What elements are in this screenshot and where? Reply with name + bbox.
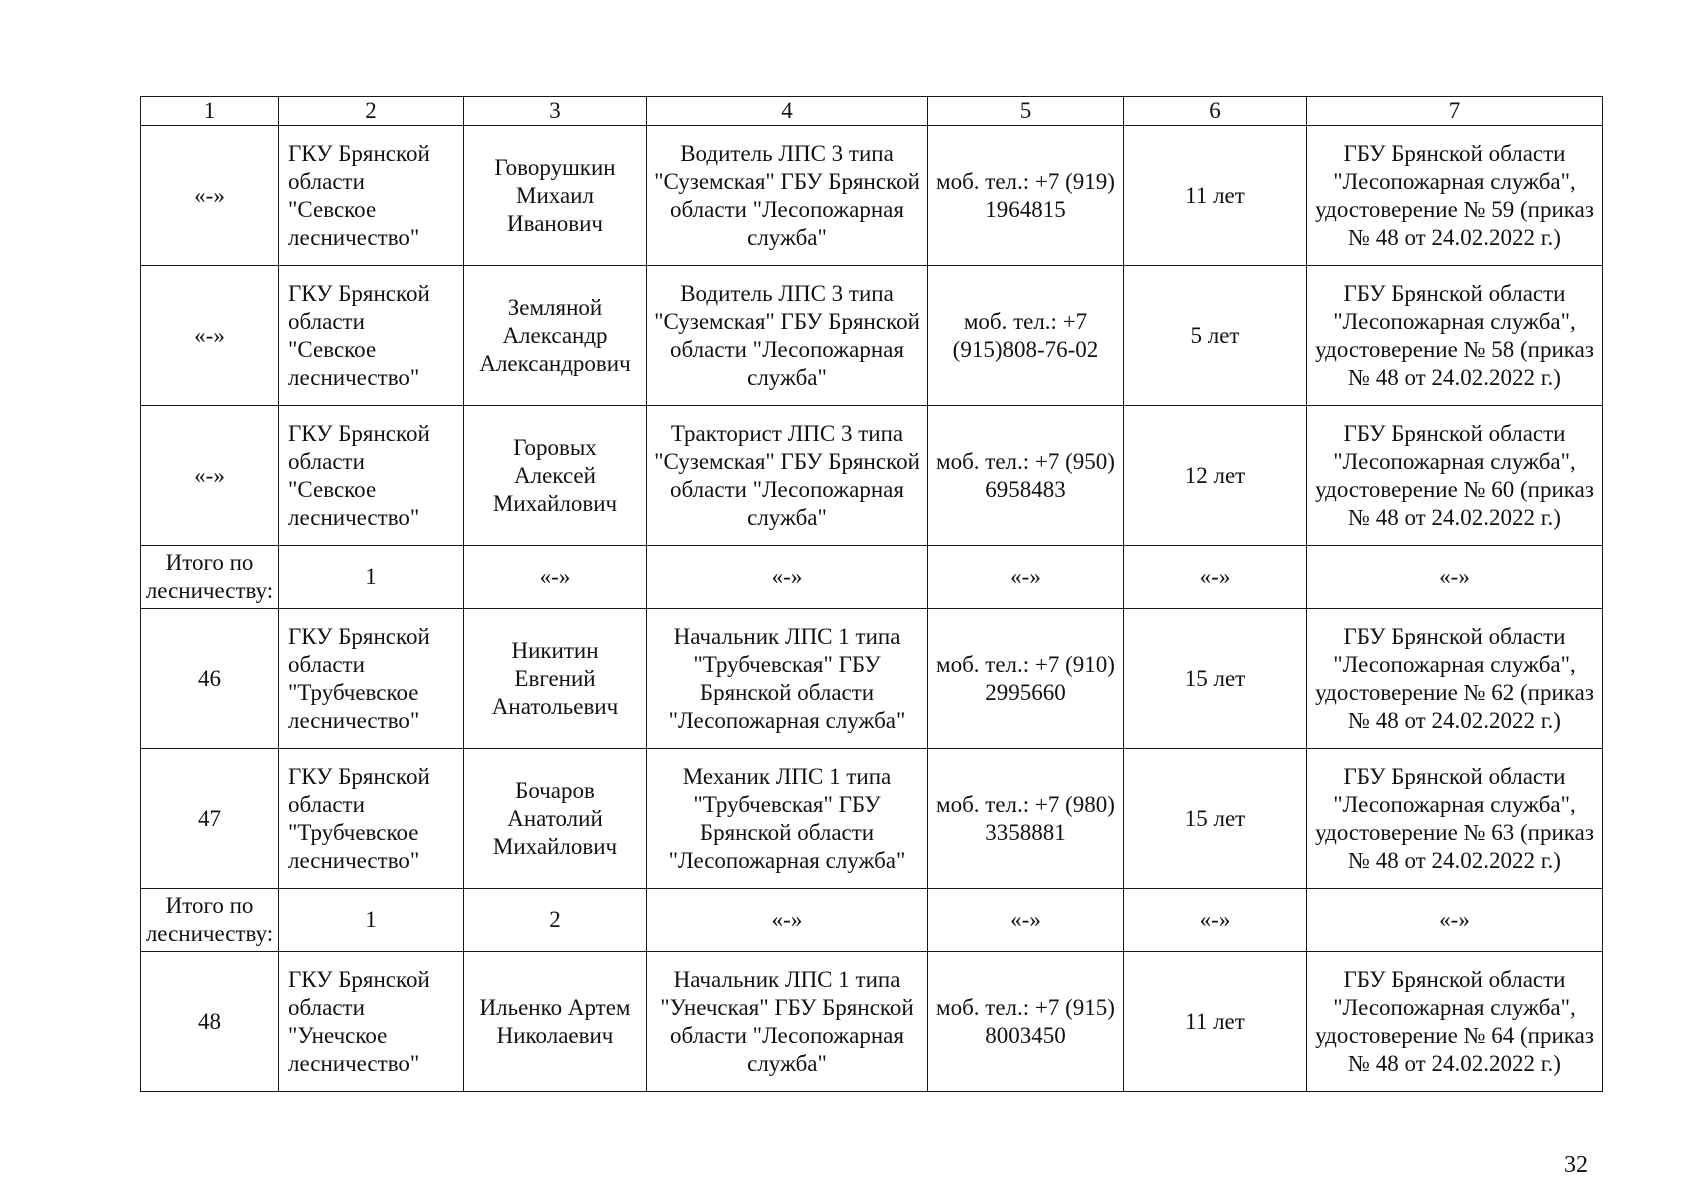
cell-forestry-unit: 1: [279, 889, 464, 952]
cell-full-name: Земляной Александр Александрович: [464, 266, 647, 406]
cell-full-name: Бочаров Анатолий Михайлович: [464, 749, 647, 889]
cell-row-number: 47: [141, 749, 279, 889]
subtotal-label: Итого по лесничеству:: [141, 546, 279, 609]
cell-position: Начальник ЛПС 1 типа "Трубчевская" ГБУ Брянской области "Лесопожарная служба": [647, 609, 928, 749]
cell-forestry-unit: ГКУ Брянской области "Трубчевское лесничество": [279, 609, 464, 749]
cell-experience: 12 лет: [1124, 406, 1307, 546]
cell-experience: «-»: [1124, 546, 1307, 609]
cell-experience: 15 лет: [1124, 749, 1307, 889]
cell-row-number: 46: [141, 609, 279, 749]
cell-row-number: 48: [141, 952, 279, 1092]
column-number-1: 1: [141, 97, 279, 126]
cell-full-name: Ильенко Артем Николаевич: [464, 952, 647, 1092]
column-number-4: 4: [647, 97, 928, 126]
subtotal-row: [141, 889, 1603, 952]
table-row: [141, 609, 1603, 749]
table-row: [141, 266, 1603, 406]
cell-row-number: «-»: [141, 406, 279, 546]
cell-forestry-unit: ГКУ Брянской области "Трубчевское лесничество": [279, 749, 464, 889]
cell-forestry-unit: ГКУ Брянской области "Унечское лесничество": [279, 952, 464, 1092]
cell-full-name: «-»: [464, 546, 647, 609]
cell-position: Водитель ЛПС 3 типа "Суземская" ГБУ Брянской области "Лесопожарная служба": [647, 126, 928, 266]
cell-experience: «-»: [1124, 889, 1307, 952]
cell-phone: моб. тел.: +7 (915)808-76-02: [928, 266, 1124, 406]
column-number-3: 3: [464, 97, 647, 126]
cell-certificate: ГБУ Брянской области "Лесопожарная служба", удостоверение № 60 (приказ № 48 от 24.02.2022 г.): [1307, 406, 1603, 546]
cell-experience: 11 лет: [1124, 126, 1307, 266]
cell-certificate: «-»: [1307, 546, 1603, 609]
cell-forestry-unit: ГКУ Брянской области "Севское лесничество": [279, 406, 464, 546]
cell-experience: 5 лет: [1124, 266, 1307, 406]
table-row: [141, 749, 1603, 889]
cell-phone: моб. тел.: +7 (910) 2995660: [928, 609, 1124, 749]
page-number: 32: [1564, 1152, 1588, 1178]
cell-position: Механик ЛПС 1 типа "Трубчевская" ГБУ Брянской области "Лесопожарная служба": [647, 749, 928, 889]
column-number-2: 2: [279, 97, 464, 126]
cell-certificate: ГБУ Брянской области "Лесопожарная служба", удостоверение № 59 (приказ № 48 от 24.02.2022 г.): [1307, 126, 1603, 266]
cell-phone: моб. тел.: +7 (980) 3358881: [928, 749, 1124, 889]
cell-position: Водитель ЛПС 3 типа "Суземская" ГБУ Брянской области "Лесопожарная служба": [647, 266, 928, 406]
cell-phone: моб. тел.: +7 (950) 6958483: [928, 406, 1124, 546]
cell-forestry-unit: ГКУ Брянской области "Севское лесничество": [279, 266, 464, 406]
personnel-table: [140, 96, 1603, 1092]
cell-certificate: ГБУ Брянской области "Лесопожарная служба", удостоверение № 58 (приказ № 48 от 24.02.2022 г.): [1307, 266, 1603, 406]
cell-full-name: 2: [464, 889, 647, 952]
cell-row-number: «-»: [141, 266, 279, 406]
cell-certificate: ГБУ Брянской области "Лесопожарная служба", удостоверение № 63 (приказ № 48 от 24.02.2022 г.): [1307, 749, 1603, 889]
cell-phone: моб. тел.: +7 (919) 1964815: [928, 126, 1124, 266]
cell-phone: моб. тел.: +7 (915) 8003450: [928, 952, 1124, 1092]
cell-position: «-»: [647, 889, 928, 952]
cell-full-name: Никитин Евгений Анатольевич: [464, 609, 647, 749]
table-row: [141, 952, 1603, 1092]
header-row: [141, 97, 1603, 126]
cell-phone: «-»: [928, 546, 1124, 609]
column-number-7: 7: [1307, 97, 1603, 126]
cell-position: Начальник ЛПС 1 типа "Унечская" ГБУ Брянской области "Лесопожарная служба": [647, 952, 928, 1092]
subtotal-label: Итого по лесничеству:: [141, 889, 279, 952]
cell-full-name: Горовых Алексей Михайлович: [464, 406, 647, 546]
cell-full-name: Говорушкин Михаил Иванович: [464, 126, 647, 266]
cell-forestry-unit: ГКУ Брянской области "Севское лесничество": [279, 126, 464, 266]
cell-phone: «-»: [928, 889, 1124, 952]
cell-experience: 11 лет: [1124, 952, 1307, 1092]
column-number-6: 6: [1124, 97, 1307, 126]
cell-certificate: «-»: [1307, 889, 1603, 952]
cell-experience: 15 лет: [1124, 609, 1307, 749]
table-row: [141, 406, 1603, 546]
column-number-5: 5: [928, 97, 1124, 126]
cell-position: «-»: [647, 546, 928, 609]
cell-row-number: «-»: [141, 126, 279, 266]
cell-certificate: ГБУ Брянской области "Лесопожарная служба", удостоверение № 64 (приказ № 48 от 24.02.2022 г.): [1307, 952, 1603, 1092]
table-row: [141, 126, 1603, 266]
subtotal-row: [141, 546, 1603, 609]
cell-certificate: ГБУ Брянской области "Лесопожарная служба", удостоверение № 62 (приказ № 48 от 24.02.2022 г.): [1307, 609, 1603, 749]
cell-forestry-unit: 1: [279, 546, 464, 609]
cell-position: Тракторист ЛПС 3 типа "Суземская" ГБУ Брянской области "Лесопожарная служба": [647, 406, 928, 546]
